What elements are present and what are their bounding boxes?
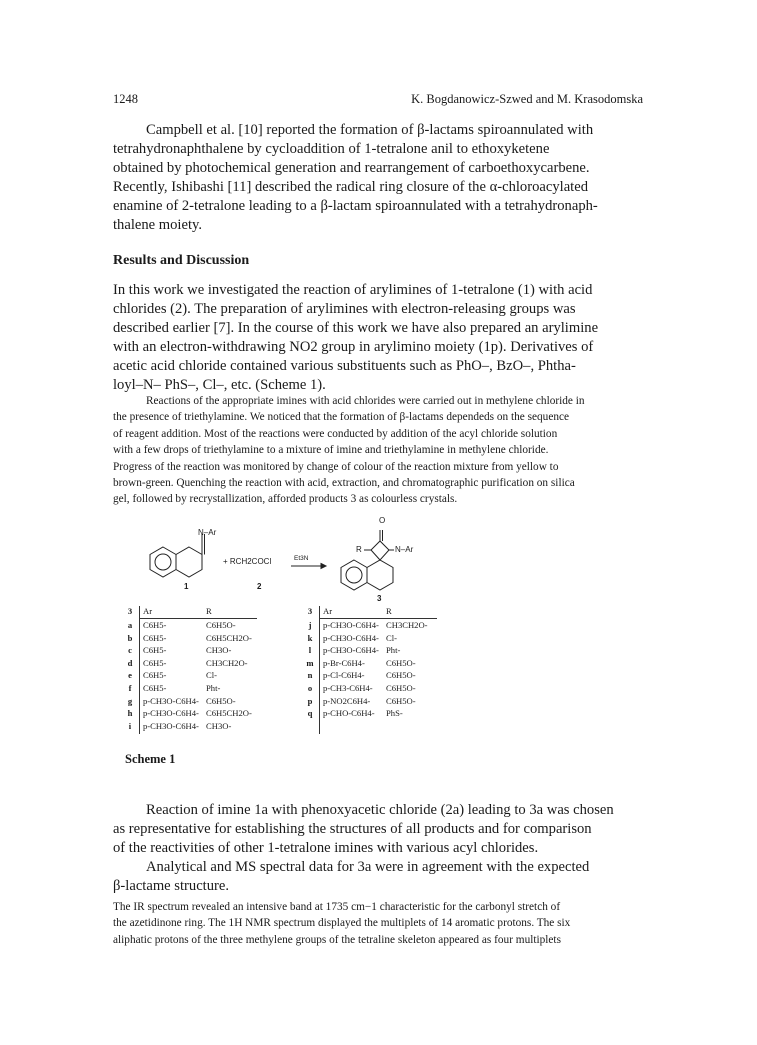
table-row	[303, 696, 468, 708]
ir-line: The IR spectrum revealed an intensive band at 1735 cm−1 characteristic for the carbonyl stretch of	[113, 901, 561, 913]
spiro-beta-lactam-structure	[341, 530, 394, 590]
intro-line: Campbell et al. [10] reported the formation of β-lactams spiroannulated with	[146, 122, 594, 138]
reaction-line: Reaction of imine 1a with phenoxyacetic chloride (2a) leading to 3a was chosen	[146, 802, 614, 818]
r-cell: CH3O-	[206, 720, 232, 731]
r-cell: Cl-	[206, 670, 217, 681]
ar-cell: p-CHO-C6H4-	[323, 708, 375, 719]
compound-letter: g	[127, 695, 133, 706]
ar-cell: C6H5-	[143, 657, 167, 668]
table-row	[123, 645, 288, 657]
table-row	[123, 633, 288, 645]
results-paragraph	[113, 281, 643, 395]
ar-cell: p-CH3O-C6H4-	[143, 708, 199, 719]
header-r: R	[386, 606, 392, 616]
ar-cell: C6H5-	[143, 670, 167, 681]
compound-3-number: 3	[377, 594, 382, 603]
r-cell: C6H5CH2O-	[206, 708, 252, 719]
r-cell: PhS-	[386, 708, 403, 719]
table-row	[123, 708, 288, 720]
r-cell: C6H5O-	[386, 670, 416, 681]
scheme-table-left	[123, 606, 288, 736]
ar-cell: p-CH3-C6H4-	[323, 683, 373, 693]
ir-paragraph	[113, 899, 643, 948]
results-line: loyl–N– PhS–, Cl–, etc. (Scheme 1).	[113, 377, 326, 393]
small-line: Reactions of the appropriate imines with acid chlorides were carried out in methylene chloride in	[146, 395, 585, 407]
compound-letter: p	[307, 695, 313, 706]
reaction-arrow	[291, 564, 326, 569]
ar-cell: p-CH3O-C6H4-	[323, 645, 379, 656]
scheme-table-right	[303, 606, 473, 736]
compound-letter: k	[307, 632, 313, 643]
ir-line: the azetidinone ring. The 1H NMR spectrum displayed the multiplets of 14 aromatic protons. The six	[113, 917, 571, 930]
header-r: R	[206, 606, 212, 616]
r-cell: Pht-	[386, 645, 401, 656]
results-line: with an electron-withdrawing NO2 group in arylimino moiety (1p). Derivatives of	[113, 339, 594, 355]
compound-letter: a	[127, 620, 133, 630]
scheme-caption: Scheme 1	[125, 752, 176, 766]
compound-letter: j	[308, 620, 312, 630]
r-cell: CH3O-	[206, 645, 232, 656]
compound-letter: c	[128, 645, 132, 656]
ar-cell: p-CH3O-C6H4-	[143, 695, 199, 706]
small-line: gel, followed by recrystallization, afforded products 3 as colourless crystals.	[113, 493, 458, 506]
r-cell: CH3CH2O-	[386, 620, 428, 630]
compound-letter: n	[307, 670, 313, 681]
header-ar: Ar	[143, 606, 153, 616]
ar-cell: C6H5-	[143, 620, 167, 630]
intro-line: tetrahydronaphthalene by cycloaddition of 1-tetralone anil to ethoxyketene	[113, 141, 550, 157]
r-cell: Cl-	[386, 632, 397, 643]
header-compound: 3	[127, 606, 133, 616]
ar-cell: p-Cl-C6H4-	[323, 670, 365, 681]
table-row	[303, 658, 468, 670]
compound-letter: b	[127, 632, 133, 643]
compound-letter: l	[308, 645, 312, 656]
reaction-line: of the reactivities of other 1-tetralone imines with various acyl chlorides.	[113, 840, 539, 856]
ar-cell: p-Br-C6H4-	[323, 657, 365, 668]
r-cell: C6H5O-	[206, 620, 236, 630]
r-group-label: R	[356, 545, 362, 554]
table-header-row	[123, 606, 288, 618]
reaction-line: Analytical and MS spectral data for 3a were in agreement with the expected	[146, 859, 590, 875]
ar-cell: p-CH3O-C6H4-	[323, 632, 379, 643]
compound-letter: e	[128, 670, 132, 681]
experimental-paragraph	[113, 393, 643, 508]
table-row	[303, 645, 468, 657]
r-cell: C6H5O-	[206, 695, 236, 706]
ar-cell: p-NO2C6H4-	[323, 695, 371, 706]
compound-letter: o	[307, 683, 313, 693]
small-line: brown-green. Quenching the reaction with acid, extraction, and chromatographic purification on silica	[113, 477, 575, 490]
intro-line: Recently, Ishibashi [11] described the radical ring closure of the α-chloroacylated	[113, 179, 589, 195]
r-cell: CH3CH2O-	[206, 657, 248, 668]
scheme-1	[113, 516, 643, 766]
small-line: the presence of triethylamine. We noticed that the formation of β-lactams dependeds on the sequence	[113, 411, 570, 424]
table-row	[303, 620, 468, 632]
carbonyl-o-label: O	[379, 516, 386, 525]
r-cell: C6H5O-	[386, 695, 416, 706]
compound-1-number: 1	[184, 582, 189, 591]
ar-cell: C6H5-	[143, 683, 167, 693]
header-compound: 3	[307, 606, 313, 616]
reaction-paragraph	[113, 801, 643, 896]
small-line: with a few drops of triethylamine to a mixture of imine and triethylamine in methylene chloride.	[113, 444, 549, 457]
compound-letter: d	[127, 657, 133, 668]
table-row	[303, 708, 468, 720]
ir-line: aliphatic protons of the three methylene groups of the tetraline skeleton appeared as four multiplets	[113, 933, 561, 946]
compound-letter: m	[306, 657, 314, 668]
header-rule	[139, 618, 257, 619]
results-line: acetic acid chloride contained various substituents such as PhO–, BzO–, Phtha-	[113, 358, 576, 374]
ar-cell: C6H5-	[143, 645, 167, 656]
small-line: Progress of the reaction was monitored by change of colour of the reaction mixture from yellow to	[113, 460, 559, 473]
running-authors: K. Bogdanowicz-Szwed and M. Krasodomska	[411, 92, 643, 106]
compound-letter: i	[128, 720, 132, 731]
header-rule	[319, 618, 437, 619]
reaction-line: β-lactame structure.	[113, 878, 230, 894]
r-cell: Pht-	[206, 683, 221, 693]
table-row	[303, 683, 468, 695]
reaction-line: as representative for establishing the structures of all products and for comparison	[113, 821, 592, 837]
table-row	[123, 658, 288, 670]
results-line: In this work we investigated the reaction of arylimines of 1-tetralone (1) with acid	[113, 282, 593, 298]
intro-line: thalene moiety.	[113, 217, 203, 233]
base-label: Et3N	[294, 555, 309, 562]
table-row	[303, 633, 468, 645]
small-line: of reagent addition. Most of the reactions were conducted by addition of the acyl chloride solution	[113, 427, 558, 440]
results-line: described earlier [7]. In the course of this work we have also prepared an arylimine	[113, 320, 599, 336]
ar-cell: p-CH3O-C6H4-	[143, 720, 199, 731]
ar-cell: C6H5-	[143, 632, 167, 643]
results-line: chlorides (2). The preparation of arylimines with electron-releasing groups was	[113, 301, 576, 317]
compound-letter: q	[307, 708, 313, 719]
n-ar-label: N–Ar	[395, 545, 414, 554]
r-cell: C6H5O-	[386, 683, 416, 693]
table-row	[123, 721, 288, 733]
section-heading: Results and Discussion	[113, 253, 250, 268]
table-row	[123, 620, 288, 632]
page-number: 1248	[113, 92, 138, 106]
r-cell: C6H5CH2O-	[206, 632, 252, 643]
r-cell: C6H5O-	[386, 657, 416, 668]
table-header-row	[303, 606, 473, 618]
ar-cell: p-CH3O-C6H4-	[323, 620, 379, 630]
compound-letter: f	[128, 683, 132, 693]
table-row	[123, 683, 288, 695]
table-row	[303, 670, 468, 682]
imine-group-label: N–Ar	[198, 528, 217, 537]
table-row	[123, 696, 288, 708]
compound-letter: h	[127, 708, 133, 719]
intro-paragraph	[113, 121, 643, 235]
reagent-label: + RCH2COCl	[223, 557, 272, 566]
header-ar: Ar	[323, 606, 333, 616]
table-row	[123, 670, 288, 682]
tetralone-imine-structure	[150, 534, 205, 577]
compound-2-number: 2	[257, 582, 262, 591]
intro-line: obtained by photochemical generation and rearrangement of carboethoxycarbene.	[113, 160, 590, 176]
intro-line: enamine of 2-tetralone leading to a β-lactam spiroannulated with a tetrahydronaph-	[113, 198, 598, 214]
